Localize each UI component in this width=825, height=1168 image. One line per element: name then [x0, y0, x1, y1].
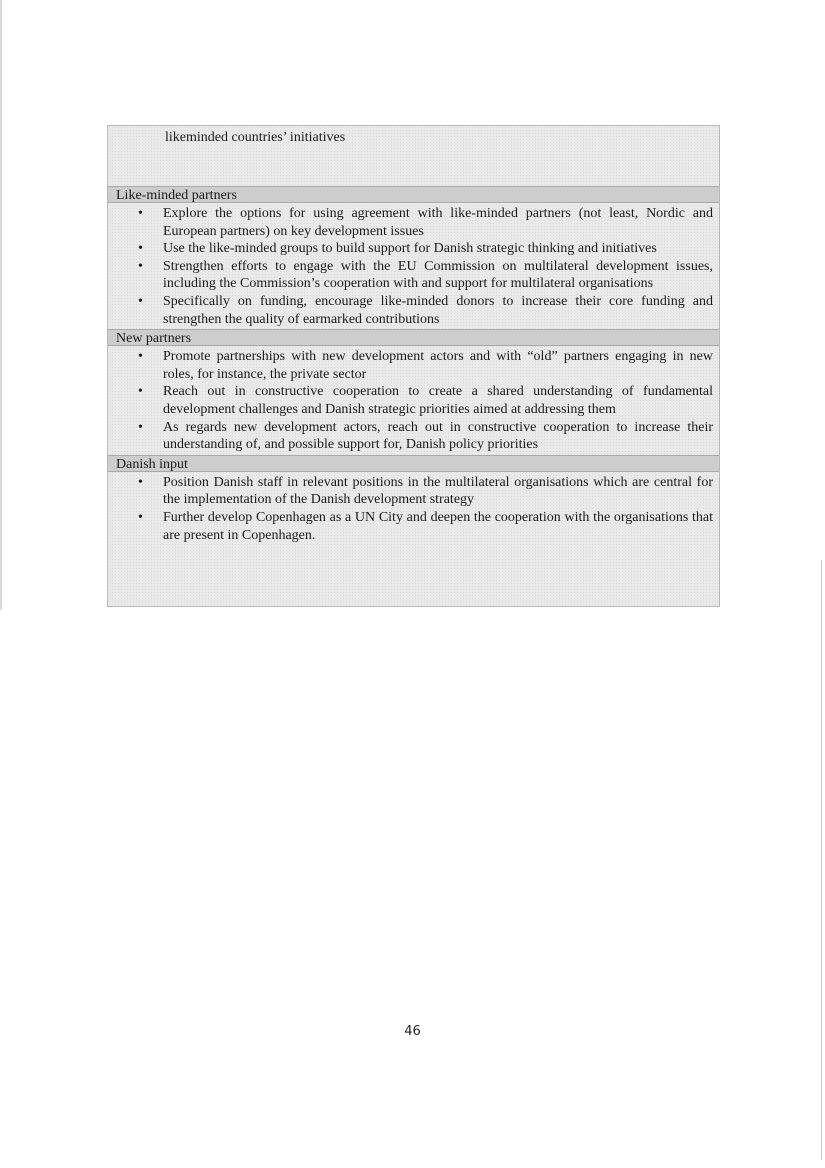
list-item: [108, 474, 713, 509]
list-item-text: Strengthen efforts to engage with the EU Commission on multilateral development issues, including the Commission’s cooperation with and support for multilateral organisations: [163, 258, 713, 292]
bullet-icon: •: [138, 206, 143, 221]
policy-box: [107, 125, 720, 607]
bullet-icon: •: [138, 293, 143, 309]
list-item-text: Position Danish staff in relevant positions in the multilateral organisations which are central for the implementation of the Danish development strategy: [163, 474, 713, 508]
list-item-text: Explore the options for using agreement with like-minded partners (not least, Nordic and European partners) on key development issues: [163, 206, 713, 239]
list-item: [108, 348, 713, 383]
bullet-icon: •: [138, 349, 143, 365]
list-item-text: Promote partnerships with new development actors and with “old” partners engaging in new roles, for instance, the private sector: [163, 349, 713, 382]
section-heading-like-minded-partners: Like-minded partners: [108, 186, 719, 203]
section-heading-danish-input: Danish input: [108, 455, 719, 472]
bullet-icon: •: [138, 241, 143, 257]
list-item: [108, 258, 713, 293]
list-item: [108, 293, 713, 328]
list-item-text: Use the like-minded groups to build support for Danish strategic thinking and initiatives: [163, 241, 657, 257]
list-item: [108, 509, 713, 544]
list-item-text: Reach out in constructive cooperation to create a shared understanding of fundamental development challenges and Danish strategic priorities aimed at addressing them: [163, 384, 713, 417]
intro-text: likeminded countries’ initiatives: [165, 130, 346, 145]
bullet-icon: •: [138, 258, 143, 274]
page-number: 46: [404, 1024, 421, 1039]
list-item: [108, 419, 713, 454]
bullet-icon: •: [138, 384, 143, 400]
list-item: [108, 205, 713, 240]
list-item-text: Specifically on funding, encourage like-minded donors to increase their core funding and strengthen the quality of earmarked contributions: [163, 293, 713, 327]
bullet-icon: •: [138, 474, 143, 490]
section-heading-new-partners: New partners: [108, 329, 719, 346]
danish-input-list: [108, 472, 719, 545]
bullet-icon: •: [138, 419, 143, 435]
list-item-text: Further develop Copenhagen as a UN City and deepen the cooperation with the organisations that are present in Copenhagen.: [163, 509, 713, 543]
list-item: [108, 383, 713, 418]
list-item: [108, 240, 713, 258]
new-partners-list: [108, 346, 719, 455]
list-item-text: As regards new development actors, reach out in constructive cooperation to increase their understanding of, and possible support for, Danish policy priorities: [163, 419, 713, 453]
scan-edge-right: [821, 560, 822, 1160]
like-minded-partners-list: [108, 203, 719, 329]
bullet-icon: •: [138, 509, 143, 525]
scan-edge-left: [0, 0, 2, 610]
